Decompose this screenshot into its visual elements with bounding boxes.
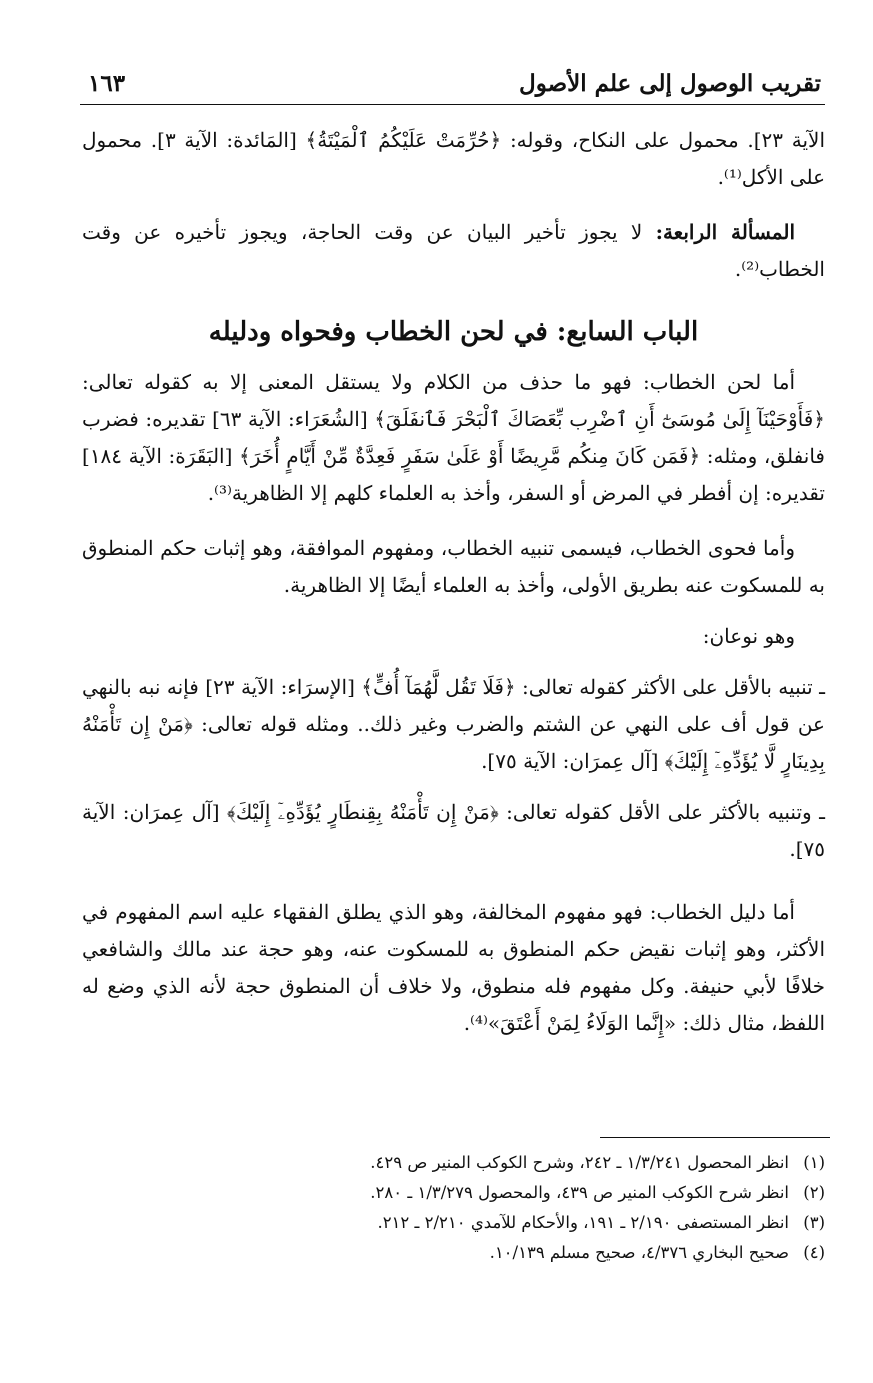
issue-four-label: المسألة الرابعة: <box>655 220 795 244</box>
page-body <box>82 122 825 1042</box>
footnote-item <box>110 1148 825 1178</box>
footnote-item <box>110 1178 825 1208</box>
footnotes <box>110 1148 825 1268</box>
page-number: ١٦٣ <box>88 70 126 97</box>
footnote-text: انظر شرح الكوكب المنير ص ٤٣٩، والمحصول ١/٣/٢٧٩ ـ ٢٨٠. <box>370 1183 789 1202</box>
footnote-number: (١) <box>803 1153 825 1172</box>
footnote-text: انظر المستصفى ٢/١٩٠ ـ ١٩١، والأحكام للآمدي ٢/٢١٠ ـ ٢١٢. <box>377 1213 789 1232</box>
footnote-text: انظر المحصول ١/٣/٢٤١ ـ ٢٤٢، وشرح الكوكب المنير ص ٤٢٩. <box>370 1153 789 1172</box>
footnote-item <box>110 1208 825 1238</box>
paragraph-dalil: أما دليل الخطاب: فهو مفهوم المخالفة، وهو الذي يطلق الفقهاء عليه اسم المفهوم في الأكثر، وهو إثبات نقيض حكم المنطوق به للمسكوت عنه، وهو حجة عند مالك والشافعي خلافًا لأبي حنيفة. وكل مفهوم فله منطوق، ولا خلاف أن المنطوق حجة لأنه الذي وضع له اللفظ، مثال ذلك: «إِنَّما الوَلَاءُ لِمَنْ أَعْتَقَ»⁽⁴⁾. <box>82 900 825 1035</box>
header-divider <box>80 104 825 105</box>
paragraph-type-one: ـ تنبيه بالأقل على الأكثر كقوله تعالى: ﴿فَلَا تَقُل لَّهُمَآ أُفٍّ﴾ [الإسرَاء: الآية ٢٣] فإنه نبه بالنهي عن قول أف على النهي عن الشتم والضرب وغير ذلك.. ومثله قوله تعالى: ﴿مَنْ إِن تَأْمَنْهُ بِدِينَارٍ لَّا يُؤَدِّهِۦٓ إِلَيْكَ﴾ [آل عِمرَان: الآية ٧٥]. <box>82 675 825 773</box>
footnote-number: (٤) <box>803 1243 825 1262</box>
issue-four-text: لا يجوز تأخير البيان عن وقت الحاجة، ويجوز تأخيره عن وقت الخطاب⁽²⁾. <box>82 220 825 281</box>
footnote-item <box>110 1238 825 1268</box>
footnote-text: صحيح البخاري ٤/٣٧٦، صحيح مسلم ١٠/١٣٩. <box>489 1243 789 1262</box>
footnote-divider <box>600 1137 830 1138</box>
paragraph-2 <box>82 214 825 288</box>
paragraph-type-two: ـ وتنبيه بالأكثر على الأقل كقوله تعالى: ﴿مَنْ إِن تَأْمَنْهُ بِقِنطَارٍ يُؤَدِّهِۦٓ إِلَيْكَ﴾ [آل عِمرَان: الآية ٧٥]. <box>82 800 825 861</box>
footnote-number: (٣) <box>803 1213 825 1232</box>
chapter-heading: الباب السابع: في لحن الخطاب وفحواه ودليله <box>208 317 699 347</box>
paragraph-1: الآية ٢٣]. محمول على النكاح، وقوله: ﴿حُرِّمَتْ عَلَيْكُمُ ٱلْمَيْتَةُ﴾ [المَائدة: الآية ٣]. محمول على الأكل⁽¹⁾. <box>82 128 826 189</box>
footnote-number: (٢) <box>803 1183 825 1202</box>
paragraph-lahn: أما لحن الخطاب: فهو ما حذف من الكلام ولا يستقل المعنى إلا به كقوله تعالى: ﴿فَأَوْحَيْنَآ إِلَىٰ مُوسَىٰٓ أَنِ ٱضْرِب بِّعَصَاكَ ٱلْبَحْرَ فَٱنفَلَقَ﴾ [الشُعَرَاء: الآية ٦٣] تقديره: فضرب فانفلق، ومثله: ﴿فَمَن كَانَ مِنكُم مَّرِيضًا أَوْ عَلَىٰ سَفَرٍ فَعِدَّةٌ مِّنْ أَيَّامٍ أُخَرَ﴾ [البَقَرَة: الآية ١٨٤] تقديره: إن أفطر في المرض أو السفر، وأخذ به العلماء كلهم إلا الظاهرية⁽³⁾. <box>82 370 826 505</box>
page-header <box>88 64 821 104</box>
paragraph-types-intro: وهو نوعان: <box>702 624 795 648</box>
paragraph-fahwa: وأما فحوى الخطاب، فيسمى تنبيه الخطاب، ومفهوم الموافقة، وهو إثبات حكم المنطوق به للمسكوت عنه بطريق الأولى، وأخذ به العلماء أيضًا إلا الظاهرية. <box>82 536 825 597</box>
running-title: تقريب الوصول إلى علم الأصول <box>519 70 821 97</box>
